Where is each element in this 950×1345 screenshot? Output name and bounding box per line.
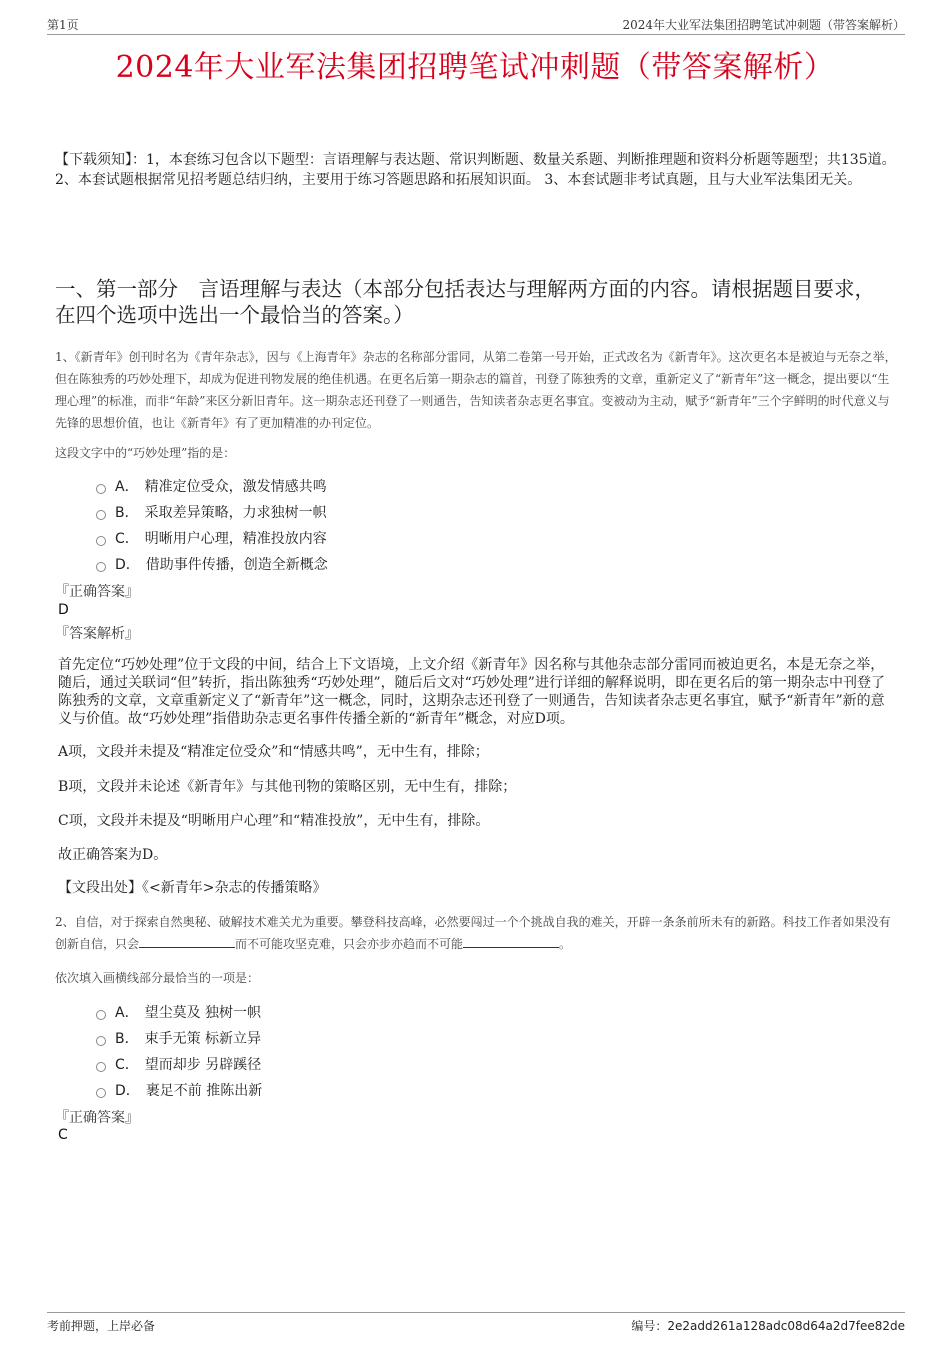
radio-icon[interactable] [96,536,106,546]
q1-conclusion: 故正确答案为D。 [58,847,168,863]
q1-passage: 1、《新青年》创刊时名为《青年杂志》，因与《上海青年》杂志的名称部分雷同，从第二卷第一号开始，正式改名为《新青年》。这次更名本是被迫与无奈之举，但在陈独秀的巧妙处理下，却成为促进刊物发展的绝佳机遇。在更名后第一期杂志的篇首，刊登了陈独秀的文章，重新定义了“新青年”这一概念，提出要以“生理心理”的标准，而非“年龄”来区分新旧青年。这一期杂志还刊登了一则通告，告知读者杂志更名事宜。变被动为主动，赋予“新青年”三个字鲜明的时代意义与先锋的思想价值，也让《新青年》有了更加精准的办刊定位。 [55,350,897,430]
option-letter: C． [115,531,139,547]
q1-answer-label: 『正确答案』 [55,584,139,600]
footer-code-label: 编号： [631,1319,668,1333]
q2-option-a[interactable] [96,999,262,1025]
q2-option-d[interactable] [96,1077,262,1103]
q1-stem: 这段文字中的“巧妙处理”指的是： [55,446,236,460]
q2-passage-part3: 。 [559,937,572,951]
footer-code-value: 2e2add261a128adc08d64a2d7fee82de [667,1319,905,1333]
q1-note-a: A项，文段并未提及“精准定位受众”和“情感共鸣”，无中生有，排除； [58,744,489,760]
option-text: 望尘莫及 独树一帜 [144,1005,262,1021]
footer-code [631,1317,905,1334]
fill-blank-1 [139,937,235,948]
radio-icon[interactable] [96,510,106,520]
option-text: 裹足不前 推陈出新 [145,1083,263,1099]
option-text: 采取差异策略，力求独树一帜 [144,505,327,521]
fill-blank-2 [463,937,559,948]
q1-source: 【文段出处】《<新青年>杂志的传播策略》 [58,880,327,896]
option-letter: C． [115,1057,139,1073]
radio-icon[interactable] [96,484,106,494]
footer-slogan: 考前押题，上岸必备 [47,1319,156,1333]
option-letter: B． [115,505,139,521]
option-letter: A． [115,479,139,495]
q1-analysis-label: 『答案解析』 [55,626,139,642]
q1-option-b[interactable] [96,499,328,525]
page-number: 第1页 [47,18,79,32]
download-notice: 【下载须知】：1，本套练习包含以下题型：言语理解与表达题、常识判断题、数量关系题、判断推理题和资料分析题等题型；共135道。 2、本套试题根据常见招考题总结归纳，主要用于练习答题思路和拓展知识面。 3、本套试题非考试真题，且与大业军法集团无关。 [55,152,896,188]
page-footer [47,1312,905,1333]
q1-note-b: B项，文段并未论述《新青年》与其他刊物的策略区别，无中生有，排除； [58,779,517,795]
option-text: 望而却步 另辟蹊径 [144,1057,262,1073]
option-text: 精准定位受众，激发情感共鸣 [144,479,327,495]
radio-icon[interactable] [96,1088,106,1098]
option-letter: A． [115,1005,139,1021]
radio-icon[interactable] [96,1010,106,1020]
q1-option-c[interactable] [96,525,328,551]
header-doc-title: 2024年大业军法集团招聘笔试冲刺题（带答案解析） [622,18,905,32]
q2-stem: 依次填入画横线部分最恰当的一项是： [55,971,260,985]
radio-icon[interactable] [96,562,106,572]
q2-passage-part2: 而不可能攻坚克难，只会亦步亦趋而不可能 [235,937,464,951]
option-letter: D． [115,557,140,573]
page-title: 2024年大业军法集团招聘笔试冲刺题（带答案解析） [115,50,835,85]
q2-option-c[interactable] [96,1051,262,1077]
radio-icon[interactable] [96,1062,106,1072]
option-text: 明晰用户心理，精准投放内容 [144,531,327,547]
radio-icon[interactable] [96,1036,106,1046]
section-heading: 一、第一部分 言语理解与表达（本部分包括表达与理解两方面的内容。请根据题目要求，在四个选项中选出一个最恰当的答案。） [55,277,875,327]
q1-options [96,473,328,577]
option-letter: B． [115,1031,139,1047]
q2-passage-part1: 2、自信，对于探索自然奥秘、破解技术难关尤为重要。攀登科技高峰，必然要闯过一个个挑战自我的难关，开辟一条条前所未有的新路。科技工作者如果没有创新自信，只会 [55,915,891,951]
q1-analysis: 首先定位“巧妙处理”位于文段的中间，结合上下文语境，上文介绍《新青年》因名称与其他杂志部分雷同而被迫更名，本是无奈之举，随后，通过关联词“但”转折，指出陈独秀“巧妙处理”，随后后文对“巧妙处理”进行详细的解释说明，即在更名后的第一期杂志中刊登了陈独秀的文章，文章重新定义了“新青年”这一概念，同时，这期杂志还刊登了一则通告，告知读者杂志更名事宜，赋予“新青年”新的意义与价值。故“巧妙处理”指借助杂志更名事件传播全新的“新青年”概念，对应D项。 [58,657,885,727]
option-text: 借助事件传播，创造全新概念 [145,557,328,573]
page-header [47,14,905,35]
q2-answer: C [58,1127,68,1143]
q1-answer: D [58,602,69,618]
option-letter: D． [115,1083,140,1099]
option-text: 束手无策 标新立异 [144,1031,262,1047]
q1-note-c: C项，文段并未提及“明晰用户心理”和“精准投放”，无中生有，排除。 [58,813,490,829]
q2-passage [55,911,900,955]
q2-option-b[interactable] [96,1025,262,1051]
q1-option-a[interactable] [96,473,328,499]
q1-option-d[interactable] [96,551,328,577]
q2-options [96,999,262,1103]
q2-answer-label: 『正确答案』 [55,1110,139,1126]
